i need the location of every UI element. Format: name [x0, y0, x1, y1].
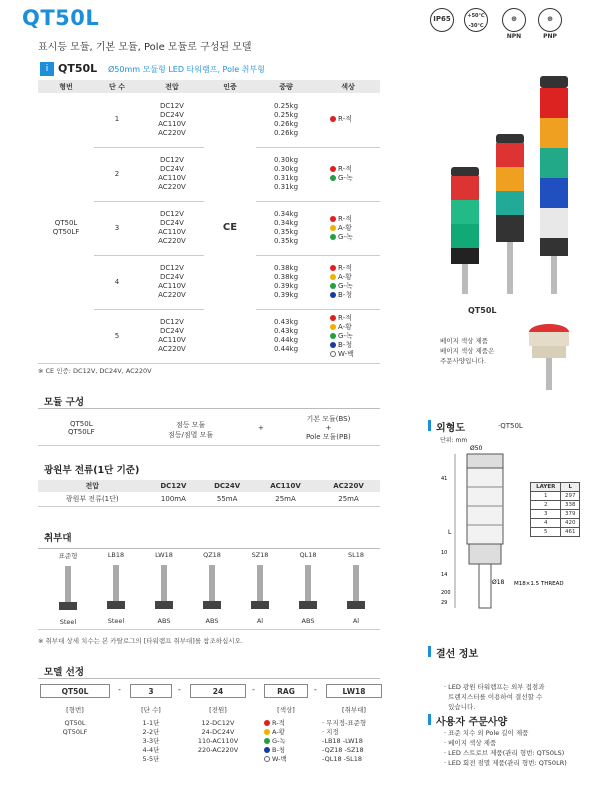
dim-dia-label: Ø50: [470, 445, 483, 452]
custom-title: 사용자 주문사양: [436, 717, 508, 728]
dim-h4-label: 14: [441, 572, 448, 578]
col-header: 중량: [256, 80, 316, 93]
color-dot-icon: [330, 324, 336, 330]
order-opt-model: [형번] QT50L QT50LF: [62, 706, 88, 736]
order-box-voltage: 24: [190, 684, 246, 698]
voltage-cell: DC12V DC24V AC110V AC220V: [140, 255, 204, 309]
wiring-title: 결선 정보: [436, 649, 479, 660]
layer-table: [530, 482, 580, 537]
dim-title: 외형도: [436, 423, 465, 434]
cell: 100mA: [160, 495, 186, 503]
section-title: QT50L: [58, 62, 98, 75]
order-box-tier: 3: [130, 684, 172, 698]
color-dot-icon: [330, 116, 336, 122]
color-dot-icon: [264, 738, 270, 744]
voltage-cell: DC12V DC24V AC110V AC220V: [140, 147, 204, 201]
accent-bar: [428, 646, 431, 657]
order-title: 모델 선정: [44, 667, 85, 678]
cell: 25mA: [275, 495, 296, 503]
color-cell: R-적 G-녹: [316, 147, 380, 201]
mount-note: ※ 취부대 상세 치수는 본 카탈로그의 [타워램프 취부대]를 참조하십시오.: [38, 637, 243, 645]
color-dot-icon: [330, 216, 336, 222]
page-subtitle: 표시등 모듈, 기본 모듈, Pole 모듈로 구성된 모델: [38, 42, 252, 53]
voltage-cell: DC12V DC24V AC110V AC220V: [140, 201, 204, 255]
spec-row: [38, 93, 380, 147]
order-box-mount: LW18: [326, 684, 382, 698]
dim-unit: 단위: mm: [440, 437, 468, 444]
mount-title: 취부대: [44, 533, 72, 544]
layer-row: 4 420: [531, 519, 580, 528]
color-option: W-백: [264, 755, 308, 764]
mount-icon: [341, 561, 371, 613]
dim-model: ·QT50L: [498, 422, 523, 430]
dim-thread-label: M18×1.5 THREAD: [514, 581, 564, 587]
ce-note: ※ CE 인증: DC12V, DC24V, AC220V: [38, 367, 152, 375]
col-header: AC110V: [254, 480, 317, 492]
color-dot-icon: [330, 333, 336, 339]
color-cell: R-적: [316, 93, 380, 147]
color-option: B-청: [264, 746, 308, 755]
color-dot-icon: [264, 720, 270, 726]
col-header: AC220V: [317, 480, 380, 492]
mount-icon: [197, 561, 227, 613]
section-desc: Ø50mm 모듈형 LED 타워램프, Pole 취부형: [108, 65, 265, 74]
voltage-cell: DC12V DC24V AC110V AC220V: [140, 93, 204, 147]
cell: 25mA: [338, 495, 359, 503]
pole: [462, 264, 468, 294]
divider: [38, 408, 380, 409]
color-cell: R-적 A-황 G-녹 B-청: [316, 255, 380, 309]
dash: -: [252, 685, 255, 694]
custom-list: · 표준 치수 외 Pole 길이 제품 · 베이지 색상 제품 · LED 스트로브 제품(관리 형번: QT50LS) · LED 회전 점멸 제품(관리 형번: QT50LR): [444, 729, 567, 767]
color-dot-icon: [330, 315, 336, 321]
module-title: 모듈 구성: [44, 397, 85, 408]
color-dot-icon: [330, 234, 336, 240]
module-base: 기본 모듈(BS) + Pole 모듈(PB): [306, 415, 351, 441]
order-opt-color: [색상] R-적 A-황 G-녹 B-청 W-백: [264, 706, 308, 764]
spec-table: [38, 80, 380, 364]
mount-item: SL18 Al: [334, 551, 378, 625]
beige-note: 베이지 색상 제품 베이지 색상 제품은 주문사양입니다.: [440, 337, 495, 365]
layer-row: 2 338: [531, 501, 580, 510]
dash: -: [178, 685, 181, 694]
dim-h1-label: 41: [441, 476, 448, 482]
ip65-icon: IP65: [428, 8, 456, 38]
layer-row: 1 297: [531, 492, 580, 501]
mount-icon: [293, 561, 323, 613]
color-dot-icon: [330, 225, 336, 231]
weight-cell: 0.34kg 0.34kg 0.35kg 0.35kg: [256, 201, 316, 255]
plus-sign: +: [258, 424, 264, 432]
color-dot-icon: [330, 283, 336, 289]
tier-cell: 3: [94, 201, 140, 255]
dash: -: [314, 685, 317, 694]
color-dot-icon: [330, 351, 336, 357]
current-table: [38, 480, 380, 507]
npn-icon: ⊕ NPN: [500, 8, 528, 38]
mount-icon: [53, 562, 83, 614]
voltage-cell: DC12V DC24V AC110V AC220V: [140, 309, 204, 363]
temperature-icon: +50℃ -30℃: [462, 8, 490, 38]
tower-lamp-photo: [420, 72, 590, 312]
accent-bar: [428, 714, 431, 725]
color-option: A-황: [264, 728, 308, 737]
tier-cell: 5: [94, 309, 140, 363]
layer-row: 3 379: [531, 510, 580, 519]
module-row: [38, 410, 380, 446]
mount-icon: [149, 561, 179, 613]
color-dot-icon: [330, 274, 336, 280]
cell: 광원부 전류(1단): [65, 495, 119, 503]
mount-item: LW18 ABS: [142, 551, 186, 625]
color-cell: R-적 A-황 G-녹 B-청 W-백: [316, 309, 380, 363]
col-header: 색상: [316, 80, 380, 93]
col-header: 단 수: [94, 80, 140, 93]
order-opt-mount: [취부대] · 무지정-표준형 · 지정 -LB18 -LW18 -QZ18 -SZ18 -QL18 -SL18: [322, 706, 367, 763]
current-title: 광원부 전류(1단 기준): [44, 465, 140, 476]
weight-cell: 0.30kg 0.30kg 0.31kg 0.31kg: [256, 147, 316, 201]
color-cell: R-적 A-황 G-녹: [316, 201, 380, 255]
layer-row: 5 461: [531, 528, 580, 537]
color-dot-icon: [330, 342, 336, 348]
col-header: L: [561, 483, 580, 492]
photo-label: QT50L: [468, 306, 497, 315]
dim-h5-label: 29: [441, 600, 448, 606]
order-box-model: QT50L: [40, 684, 110, 698]
dim-pole-label: Ø18: [492, 579, 505, 586]
module-models: QT50L QT50LF: [68, 420, 95, 436]
dim-L-label: L: [448, 529, 452, 536]
info-icon: i: [40, 62, 54, 76]
dash: -: [118, 685, 121, 694]
mount-item: QZ18 ABS: [190, 551, 234, 625]
cell: 55mA: [216, 495, 238, 503]
color-option: G-녹: [264, 737, 308, 746]
color-dot-icon: [330, 175, 336, 181]
col-header: 전압: [140, 80, 204, 93]
order-opt-tier: [단 수] 1-1단 2-2단 3-3단 4-4단 5-5단: [141, 706, 161, 763]
accent-bar: [428, 420, 431, 431]
mount-item: SZ18 Al: [238, 551, 282, 625]
ce-mark: CE: [204, 93, 256, 363]
tier-cell: 1: [94, 93, 140, 147]
weight-cell: 0.43kg 0.43kg 0.44kg 0.44kg: [256, 309, 316, 363]
color-dot-icon: [330, 292, 336, 298]
mount-item: QL18 ABS: [286, 551, 330, 625]
mount-row: [38, 548, 380, 630]
color-dot-icon: [264, 729, 270, 735]
color-dot-icon: [330, 265, 336, 271]
order-box-color: RAG: [264, 684, 308, 698]
weight-cell: 0.25kg 0.25kg 0.26kg 0.26kg: [256, 93, 316, 147]
color-dot-icon: [330, 166, 336, 172]
wiring-text: · LED 광원 타워램프는 외부 접점과 트랜지스터를 이용하여 결선할 수 있습니다.: [444, 683, 545, 711]
module-lamp: 점등 모듈 점등/점멸 모듈: [168, 421, 214, 439]
model-cell: QT50L QT50LF: [38, 93, 94, 363]
tier-cell: 2: [94, 147, 140, 201]
col-header: LAYER: [531, 483, 561, 492]
col-header: 전압: [38, 480, 147, 492]
dim-h3-label: 200: [441, 590, 451, 596]
color-option: R-적: [264, 719, 308, 728]
col-header: DC12V: [147, 480, 201, 492]
col-header: 형번: [38, 80, 94, 93]
tier-cell: 4: [94, 255, 140, 309]
mount-icon: [245, 561, 275, 613]
mount-item: 표준형 Steel: [46, 551, 90, 626]
color-dot-icon: [264, 747, 270, 753]
page-title: QT50L: [22, 6, 100, 30]
color-dot-icon: [264, 756, 270, 762]
col-header: DC24V: [200, 480, 254, 492]
dim-h2-label: 10: [441, 550, 448, 556]
pnp-icon: ⊕ PNP: [536, 8, 564, 38]
weight-cell: 0.38kg 0.38kg 0.39kg 0.39kg: [256, 255, 316, 309]
order-opt-voltage: [전원] 12-DC12V 24-DC24V 110-AC110V 220-AC220V: [197, 706, 239, 754]
divider: [38, 678, 380, 679]
col-header: 인증: [204, 80, 256, 93]
mount-icon: [101, 561, 131, 613]
beige-lamp-photo: [522, 320, 578, 390]
mount-item: LB18 Steel: [94, 551, 138, 625]
